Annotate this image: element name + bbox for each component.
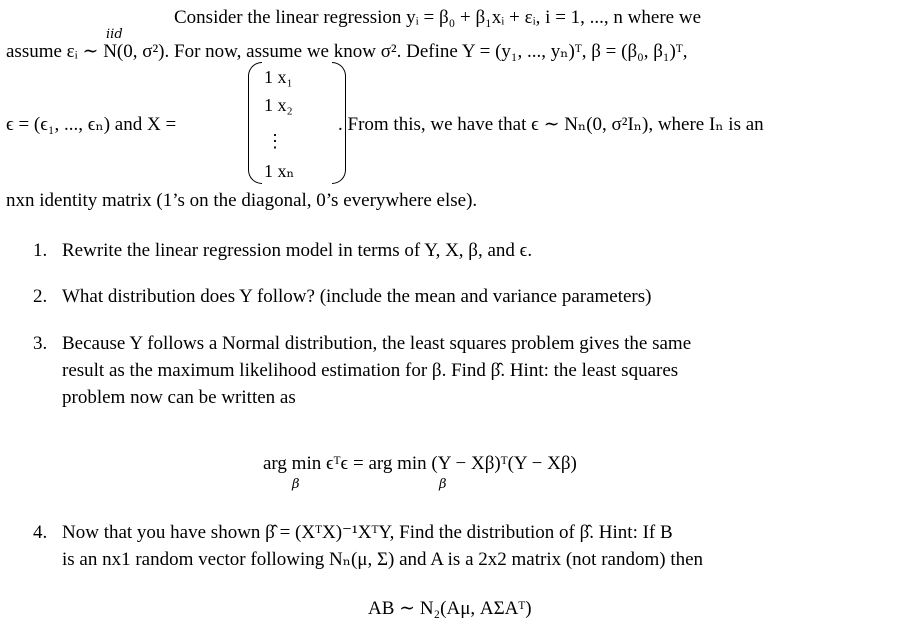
item-1-text: Rewrite the linear regression model in terms of Y, X, β, and ϵ. xyxy=(62,240,533,261)
item-4-number: 4. xyxy=(33,522,48,543)
item-3-number: 3. xyxy=(33,333,48,354)
epsilon-definition: ϵ = (ϵ₁, ..., ϵₙ) and X = xyxy=(6,114,177,135)
matrix-row-1: 1 x₁ xyxy=(264,67,293,87)
item-3-line-2: result as the maximum likelihood estimation for β. Find β̂. Hint: the least squares xyxy=(62,360,679,381)
item-3-line-3: problem now can be written as xyxy=(62,387,296,408)
item-4-line-2: is an nx1 random vector following Nₙ(μ, Σ) and A is a 2x2 matrix (not random) then xyxy=(62,549,704,570)
matrix-row-dots: ⋮ xyxy=(266,131,284,151)
item-2-number: 2. xyxy=(33,286,48,307)
item-3-line-1: Because Y follows a Normal distribution, the least squares problem gives the same xyxy=(62,333,692,354)
argmin-subscript-2: β xyxy=(439,477,447,492)
matrix-row-n: 1 xₙ xyxy=(264,161,295,181)
after-matrix-text: . From this, we have that ϵ ∼ Nₙ(0, σ²Iₙ), where Iₙ is an xyxy=(338,114,764,135)
matrix-row-2: 1 x₂ xyxy=(264,95,293,115)
item-2-text: What distribution does Y follow? (include the mean and variance parameters) xyxy=(62,286,652,307)
identity-definition: nxn identity matrix (1’s on the diagonal, 0’s everywhere else). xyxy=(6,190,478,211)
argmin-subscript-1: β xyxy=(292,477,300,492)
argmin-equation: arg min ϵᵀϵ = arg min (Y − Xβ)ᵀ(Y − Xβ) xyxy=(263,453,577,474)
intro-line-2: assume εᵢ ∼ N(0, σ²). For now, assume we know σ². Define Y = (y₁, ..., yₙ)ᵀ, β = (β₀, β₁)ᵀ, xyxy=(6,41,688,62)
iid-label: iid xyxy=(106,27,123,42)
item-1-number: 1. xyxy=(33,240,48,261)
intro-line-1: Consider the linear regression yᵢ = β₀ + β₁xᵢ + εᵢ, i = 1, ..., n where we xyxy=(174,7,701,28)
matrix-left-paren xyxy=(248,62,262,184)
final-equation: AB ∼ N₂(Aμ, AΣAᵀ) xyxy=(368,598,532,619)
item-4-line-1: Now that you have shown β̂ = (XᵀX)⁻¹XᵀY, Find the distribution of β̂. Hint: If B xyxy=(62,522,673,543)
